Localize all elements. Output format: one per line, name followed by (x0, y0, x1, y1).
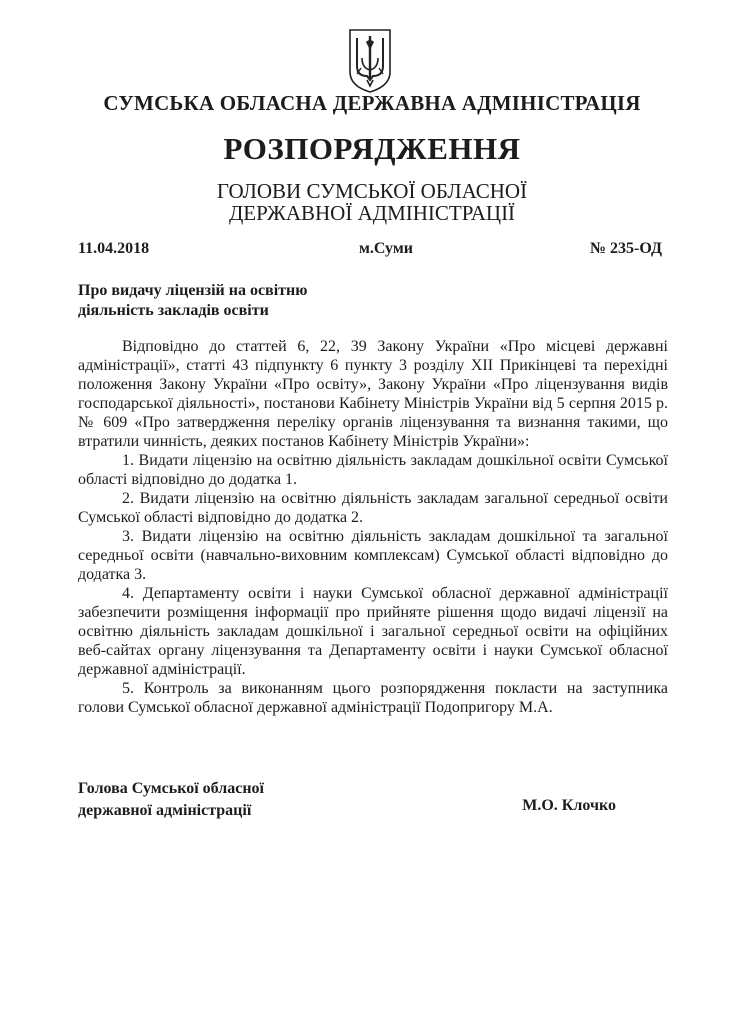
order-item-3: 3. Видати ліцензію на освітню діяльність закладам дошкільної та загальної середньої освіти (навчально-виховним комплексам) Сумської області відповідно до додатка 3. (78, 528, 668, 583)
order-item-2: 2. Видати ліцензію на освітню діяльність закладам загальної середньої освіти Сумської області відповідно до додатка 2. (78, 490, 668, 526)
signatory-position (78, 778, 264, 822)
document-body (78, 337, 668, 717)
preamble-paragraph: Відповідно до статтей 6, 22, 39 Закону України «Про місцеві державні адміністрації», статті 43 підпункту 6 пункту 3 розділу XII Прикінцеві та перехідні положення Закону України «Про освіту», Закону України «Про ліцензування видів господарської діяльності», постанови Кабінету Міністрів України від 5 серпня 2015 р. № 609 «Про затвердження переліку органів ліцензування та визнання такими, що втратили чинність, деяких постанов Кабінету Міністрів України»: (78, 338, 668, 450)
signatory-position-line-2: державної адміністрації (78, 802, 252, 819)
organization-title: СУМСЬКА ОБЛАСНА ДЕРЖАВНА АДМІНІСТРАЦІЯ (103, 91, 641, 115)
order-item-4: 4. Департаменту освіти і науки Сумської обласної державної адміністрації забезпечити розміщення інформації про прийняте рішення щодо видачі ліцензії на освітню діяльність закладам дошкільної і загальної середньої освіти на офіційних веб-сайтах органу ліцензування та Департаменту освіти і науки Сумської обласної державної адміністрації. (78, 585, 668, 678)
document-subject (78, 281, 307, 321)
signatory-position-line-1: Голова Сумської обласної (78, 780, 264, 797)
order-item-5: 5. Контроль за виконанням цього розпорядження покласти на заступника голови Сумської обласної державної адміністрації Подопригору М.А. (78, 680, 668, 716)
document-city: м.Суми (359, 240, 413, 257)
document-type: РОЗПОРЯДЖЕННЯ (223, 131, 521, 166)
order-item-1: 1. Видати ліцензію на освітню діяльність закладам дошкільної освіти Сумської області відповідно до додатка 1. (78, 452, 668, 488)
subject-line-2: діяльність закладів освіти (78, 302, 269, 319)
issuer-line-2: ДЕРЖАВНОЇ АДМІНІСТРАЦІЇ (228, 201, 516, 225)
issuer-line-1: ГОЛОВИ СУМСЬКОЇ ОБЛАСНОЇ (216, 179, 528, 203)
trident-coat-of-arms-icon (347, 28, 393, 94)
subject-line-1: Про видачу ліцензій на освітню (78, 282, 308, 299)
signatory-name: М.О. Клочко (522, 797, 616, 814)
document-date: 11.04.2018 (78, 240, 150, 257)
document-number: № 235-ОД (589, 240, 662, 257)
